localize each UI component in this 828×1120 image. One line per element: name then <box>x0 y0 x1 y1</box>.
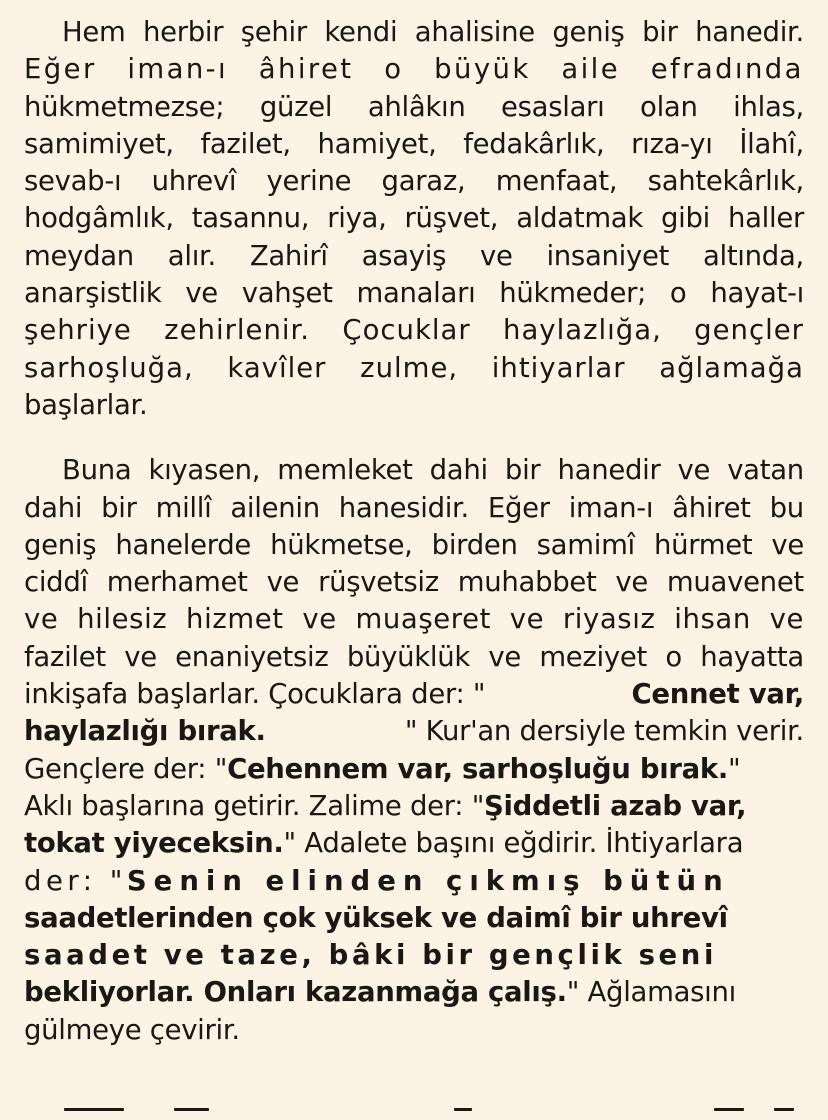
text-run: " Kur'an dersiyle temkin verir. <box>404 715 804 748</box>
word: geniş <box>552 16 625 48</box>
word: fazilet, <box>200 127 291 160</box>
word: geniş <box>24 528 97 561</box>
text-line <box>24 490 804 527</box>
word: hürmet <box>653 528 753 561</box>
word: zulme, <box>360 351 459 384</box>
word: büyüklük <box>346 640 470 673</box>
word: kıyasen, <box>148 454 261 487</box>
text-line: başlarlar. <box>24 388 148 421</box>
cropped-next-line <box>24 1108 804 1120</box>
word: büyük <box>434 53 531 86</box>
word: ihlas, <box>733 90 804 123</box>
word: riyasız <box>562 603 656 636</box>
word: ve <box>302 603 337 636</box>
word: ve <box>124 640 157 673</box>
word: kendi <box>324 16 398 48</box>
word: gibi <box>660 202 710 235</box>
text-line <box>24 238 804 275</box>
text-line <box>24 751 804 788</box>
paragraph-1 <box>24 14 804 424</box>
text-run: " <box>728 752 741 785</box>
word: âhiret <box>258 53 354 86</box>
word: vatan <box>727 454 804 487</box>
word: anarşistlik <box>24 277 162 310</box>
bold-run: Cennet var, <box>631 678 804 711</box>
text-line <box>24 863 804 900</box>
word: yerine <box>266 165 352 198</box>
word: bir <box>642 16 678 48</box>
word: insaniyet <box>546 239 670 272</box>
word: aile <box>561 53 621 86</box>
text-run: " Adalete başını eğdirir. İhtiyarlara <box>283 827 744 860</box>
word: gençler <box>694 314 804 347</box>
text-line <box>24 350 804 387</box>
bold-run: bekliyorlar. Onları kazanmağa çalış. <box>24 976 567 1009</box>
paragraph-2 <box>24 452 804 1049</box>
word: Buna <box>62 454 132 487</box>
word: manaları <box>356 277 476 310</box>
word: hodgâmlık, <box>24 202 174 235</box>
bold-run: Cehennem var, sarhoşluğu bırak. <box>227 752 729 785</box>
word: hükmeder; <box>499 277 647 310</box>
word: tasannu, <box>191 202 310 235</box>
word: riya, <box>327 202 387 235</box>
word: muhabbet <box>457 566 597 599</box>
word: ve <box>479 239 513 272</box>
word: ve <box>771 528 804 561</box>
word: sevab-ı <box>24 165 122 198</box>
word: iman-ı <box>127 53 229 86</box>
bold-run: saadet ve taze, bâki bir gençlik seni <box>24 939 718 972</box>
word: menfaat, <box>495 165 618 198</box>
text-line <box>24 639 804 676</box>
text-run: Aklı başlarına getirir. Zalime der: " <box>24 789 485 822</box>
word: fedakârlık, <box>463 127 605 160</box>
word: esasları <box>501 90 605 123</box>
word: bir <box>101 491 137 524</box>
word: ihsan <box>674 603 751 636</box>
word: ve <box>488 640 521 673</box>
word: efradında <box>650 53 804 86</box>
text-line <box>24 126 804 163</box>
document-page <box>24 14 804 1049</box>
word: o <box>665 640 682 673</box>
word: muaşeret <box>355 603 491 636</box>
word: garaz, <box>381 165 466 198</box>
word: hayat-ı <box>710 277 804 310</box>
word: enaniyetsiz <box>175 640 329 673</box>
text-line <box>24 825 804 862</box>
word: meziyet <box>539 640 647 673</box>
word: ve <box>615 566 648 599</box>
word: ihtiyarlar <box>491 351 626 384</box>
bold-run: haylazlığı bırak. <box>24 715 266 748</box>
word: ağlamağa <box>659 351 804 384</box>
text-line <box>24 452 804 489</box>
word: hanesidir. <box>338 491 469 524</box>
word: zehirlenir. <box>164 314 311 347</box>
word: Eğer <box>487 491 550 524</box>
bold-run: saadetlerinden çok yüksek ve daimî bir uhrevî <box>24 901 728 934</box>
text-line <box>24 900 804 937</box>
text-line <box>24 163 804 200</box>
word: olan <box>640 90 698 123</box>
word: ve <box>24 603 59 636</box>
word: uhrevî <box>151 165 237 198</box>
word: memleket <box>277 454 413 487</box>
word: bu <box>769 491 804 524</box>
word: hükmetmezse; <box>24 90 225 123</box>
word: şehir <box>240 16 307 48</box>
word: sahtekârlık, <box>647 165 804 198</box>
word: Eğer <box>24 53 97 86</box>
word: ailenin <box>230 491 320 524</box>
text-line <box>24 713 804 750</box>
bold-run: Şiddetli azab var, <box>484 789 747 822</box>
text-line <box>24 788 804 825</box>
word: ve <box>266 566 300 599</box>
word: herbir <box>143 16 224 48</box>
text-line <box>24 601 804 638</box>
word: rıza-yı <box>631 127 713 160</box>
word: hanedir. <box>695 16 804 48</box>
word: hamiyet, <box>317 127 437 160</box>
text-line <box>24 51 804 88</box>
word: kavîler <box>227 351 327 384</box>
word: meydan <box>24 239 134 272</box>
text-line <box>24 937 804 974</box>
word: haylazlığa, <box>503 314 662 347</box>
word: Zahirî <box>249 239 328 272</box>
text-run: " Ağlamasını <box>566 976 736 1009</box>
word: güzel <box>259 90 333 123</box>
word: hilesiz <box>77 603 168 636</box>
text-line <box>24 527 804 564</box>
word: fazilet <box>24 640 106 673</box>
text-line <box>24 564 804 601</box>
word: samimiyet, <box>24 127 174 160</box>
word: o <box>384 53 404 86</box>
word: Hem <box>62 16 126 48</box>
word: hükmetse, <box>270 528 413 561</box>
word: ahlâkın <box>367 90 466 123</box>
word: sarhoşluğa, <box>24 351 194 384</box>
text-line <box>24 14 804 51</box>
word: haller <box>727 202 804 235</box>
text-run: Gençlere der: " <box>24 752 228 785</box>
word: âhiret <box>672 491 751 524</box>
text-line <box>24 200 804 237</box>
word: millî <box>155 491 212 524</box>
word: altında, <box>702 239 804 272</box>
word: alır. <box>167 239 216 272</box>
text-line <box>24 974 804 1011</box>
word: İlahî, <box>739 127 804 160</box>
word: Çocuklar <box>342 314 471 347</box>
word: ciddî <box>24 566 88 599</box>
word: ve <box>509 603 545 636</box>
text-line <box>24 676 804 713</box>
text-run: inkişafa başlarlar. Çocuklara der: " <box>24 678 486 711</box>
bold-run: tokat yiyeceksin. <box>24 827 284 860</box>
text-line: gülmeye çevirir. <box>24 1013 240 1046</box>
word: iman-ı <box>568 491 654 524</box>
word: hanelerde <box>115 528 252 561</box>
word: bir <box>504 454 541 487</box>
word: hanedir <box>557 454 661 487</box>
word: ve <box>677 454 711 487</box>
word: hayatta <box>700 640 804 673</box>
bold-run: Senin elinden çıkmış bütün <box>126 864 730 897</box>
word: dahi <box>24 491 83 524</box>
word: ahalisine <box>414 16 535 48</box>
text-line <box>24 275 804 312</box>
word: asayiş <box>361 239 447 272</box>
text-run: der: " <box>24 864 127 897</box>
word: vahşet <box>241 277 333 310</box>
word: birden <box>431 528 518 561</box>
text-line <box>24 89 804 126</box>
word: aldatmak <box>516 202 643 235</box>
word: muavenet <box>666 566 804 599</box>
word: şehriye <box>24 314 132 347</box>
word: samimî <box>536 528 635 561</box>
word: dahi <box>429 454 488 487</box>
word: o <box>669 277 687 310</box>
word: rüşvet, <box>404 202 499 235</box>
word: hizmet <box>186 603 284 636</box>
word: merhamet <box>106 566 248 599</box>
word: rüşvetsiz <box>318 566 439 599</box>
word: ve <box>769 603 804 636</box>
word: ve <box>185 277 218 310</box>
text-line <box>24 312 804 349</box>
